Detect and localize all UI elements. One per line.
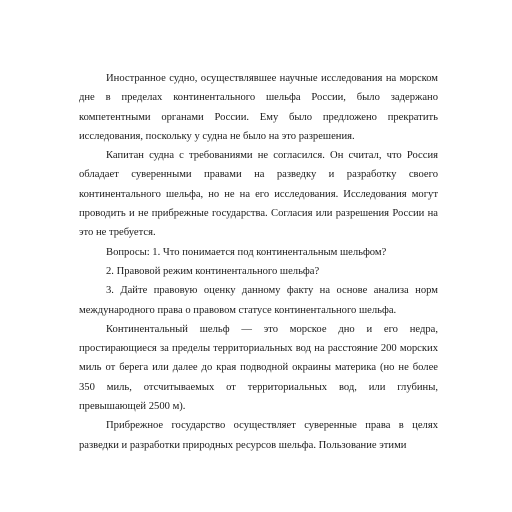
paragraph-question-3: 3. Дайте правовую оценку данному факту на основе анализа норм международного права о правовом статусе континентального шельфа.: [79, 285, 438, 316]
paragraph-captain-objection: Капитан судна с требованиями не согласился. Он считал, что Россия обладает суверенными правами на разведку и разработку своего континентального шельфа, но не на его исследования. Исследования могут проводить и не прибрежные государства. Согласия или разрешения России на это не требуется.: [79, 150, 438, 239]
paragraph-case-description: Иностранное судно, осуществлявшее научные исследования на морском дне в пределах континентального шельфа России, было задержано компетентными органами России. Ему было предложено прекратить исследования, поскольку у судна не было на это разрешения.: [79, 73, 438, 142]
paragraph-question-1: Вопросы: 1. Что понимается под континентальным шельфом?: [106, 246, 387, 258]
paragraph-shelf-definition: Континентальный шельф — это морское дно и его недра, простирающиеся за пределы территориальных вод на расстояние 200 морских миль от берега или далее до края подводной окраины материка (но не более 350 миль, отсчитываемых от территориальных вод, или глубины, превышающей 2500 м).: [79, 323, 438, 413]
paragraph-coastal-state-rights: Прибрежное государство осуществляет суверенные права в целях разведки и разработки природных ресурсов шельфа. Пользование этими: [79, 420, 438, 451]
document-text: [79, 69, 438, 451]
paragraph-question-2: 2. Правовой режим континентального шельфа?: [106, 265, 320, 277]
